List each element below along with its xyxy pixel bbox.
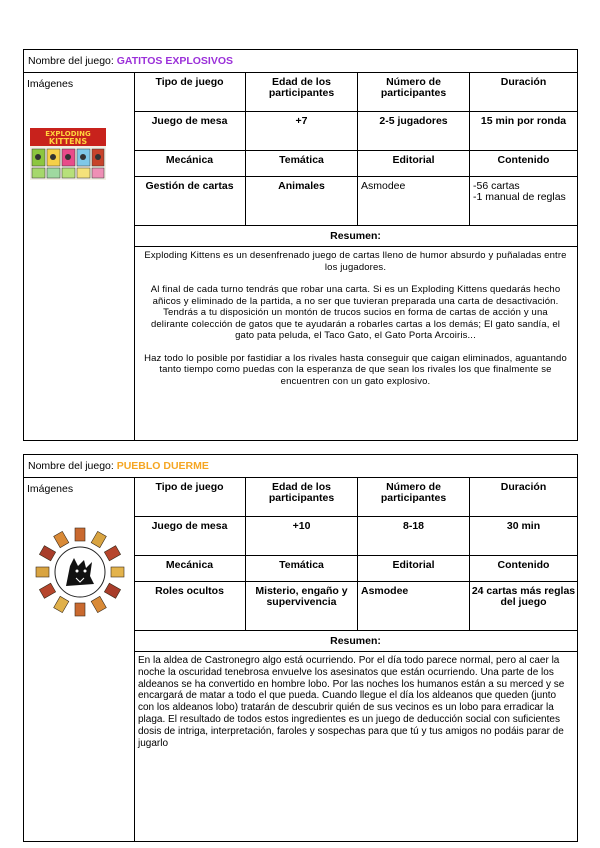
tipo-header: Tipo de juego [134, 478, 246, 516]
contenido-header: Contenido [497, 559, 550, 571]
images-column [24, 73, 135, 440]
duracion-value: 15 min por ronda [480, 115, 567, 127]
info-grid [134, 478, 577, 749]
contenido-header: Contenido [497, 154, 550, 166]
game-card-pueblo-duerme [23, 454, 578, 842]
duracion-value: 30 min [506, 520, 541, 532]
mecanica-value: Gestión de cartas [134, 177, 246, 225]
editorial-header: Editorial [358, 556, 470, 581]
editorial-value: Asmodee [358, 177, 470, 225]
tematica-value: Misterio, engaño y supervivencia [246, 582, 358, 630]
resumen-header: Resumen: [134, 631, 577, 652]
numero-value: 2-5 jugadores [358, 112, 470, 150]
tipo-header: Tipo de juego [134, 73, 246, 111]
mecanica-header: Mecánica [134, 151, 246, 176]
duracion-header: Duración [500, 76, 547, 88]
edad-value: +7 [246, 112, 358, 150]
tematica-value: Animales [246, 177, 358, 225]
edad-value: +10 [246, 517, 358, 555]
tematica-header: Temática [246, 151, 358, 176]
box-title-line-2: KITTENS [48, 137, 88, 146]
contenido-value [470, 177, 577, 225]
editorial-value: Asmodee [358, 582, 470, 630]
contenido-line-1: -56 cartas [473, 180, 520, 192]
resumen-paragraph-2: Al final de cada turno tendrás que robar una carta. Si es un Exploding Kittens quedarás hecho añicos y eliminado de la partida, a no ser que tuvieran preparada una carta de desactivación. Tendrás a tu disposición un montón de trucos sucios en forma de cartas de acción y una delirante colección de gatos que te ayudarán a robarles cartas a los demás; El gato sandía, el gato pata peluda, el Taco Gato, el Gato Porta Arcoiris... [150, 284, 561, 341]
tipo-value: Juego de mesa [134, 517, 246, 555]
game-name-label: Nombre del juego: [28, 55, 117, 67]
resumen-text: En la aldea de Castronegro algo está ocurriendo. Por el día todo parece normal, pero al caer la noche la oscuridad tenebrosa envuelve los asesinatos que están ocurriendo. Una parte de los aldeanos se ha convertido en hombre lobo. Por las noches los humanos están a su merced y se encargará de matar a todo el que pueda. Cuando llegue el día los aldeanos que queden (junto con los aldeanos lobo) tratarán de descubrir quién de sus vecinos es un lobo para erradicar la plaga. El resultado de todos estos ingredientes es un juego de deducción social con suficientes dosis de intriga, interpretación, faroles y sospechas para que tú y tus amigos no podáis parar de jugarlo [138, 655, 565, 749]
exploding-kittens-box-image [30, 128, 106, 180]
mecanica-value: Roles ocultos [134, 582, 246, 630]
game-name-label: Nombre del juego: [28, 460, 117, 472]
werewolf-cards-wheel-image [33, 525, 127, 619]
mecanica-header: Mecánica [134, 556, 246, 581]
editorial-header: Editorial [358, 151, 470, 176]
resumen-header: Resumen: [134, 226, 577, 247]
edad-header: Edad de los participantes [246, 73, 358, 111]
resumen-paragraph-3: Haz todo lo posible por fastidiar a los rivales hasta conseguir que caigan eliminados, aguantando tanto tiempo como puedas con la esperanza de que sean los rivales los que finalmente se encuentren con un gato explosivo. [144, 352, 567, 387]
images-column [24, 478, 135, 841]
game-name: PUEBLO DUERME [116, 460, 209, 472]
numero-value: 8-18 [358, 517, 470, 555]
resumen-paragraph-1: Exploding Kittens es un desenfrenado juego de cartas lleno de humor absurdo y puñaladas entre los jugadores. [144, 250, 567, 273]
game-name-row [24, 455, 577, 478]
images-label: Imágenes [27, 78, 74, 90]
edad-header: Edad de los participantes [246, 478, 358, 516]
numero-header: Número de participantes [358, 478, 470, 516]
tematica-header: Temática [246, 556, 358, 581]
game-card-gatitos [23, 49, 578, 441]
resumen-text [134, 247, 577, 387]
contenido-line-2: -1 manual de reglas [473, 191, 566, 203]
box-title-line-1: EXPLODING [45, 130, 91, 138]
info-grid [134, 73, 577, 398]
game-name: GATITOS EXPLOSIVOS [116, 55, 234, 67]
duracion-header: Duración [500, 481, 547, 493]
tipo-value: Juego de mesa [134, 112, 246, 150]
images-label: Imágenes [27, 483, 74, 495]
game-name-row [24, 50, 577, 73]
numero-header: Número de participantes [358, 73, 470, 111]
contenido-value: 24 cartas más reglas del juego [471, 585, 576, 608]
